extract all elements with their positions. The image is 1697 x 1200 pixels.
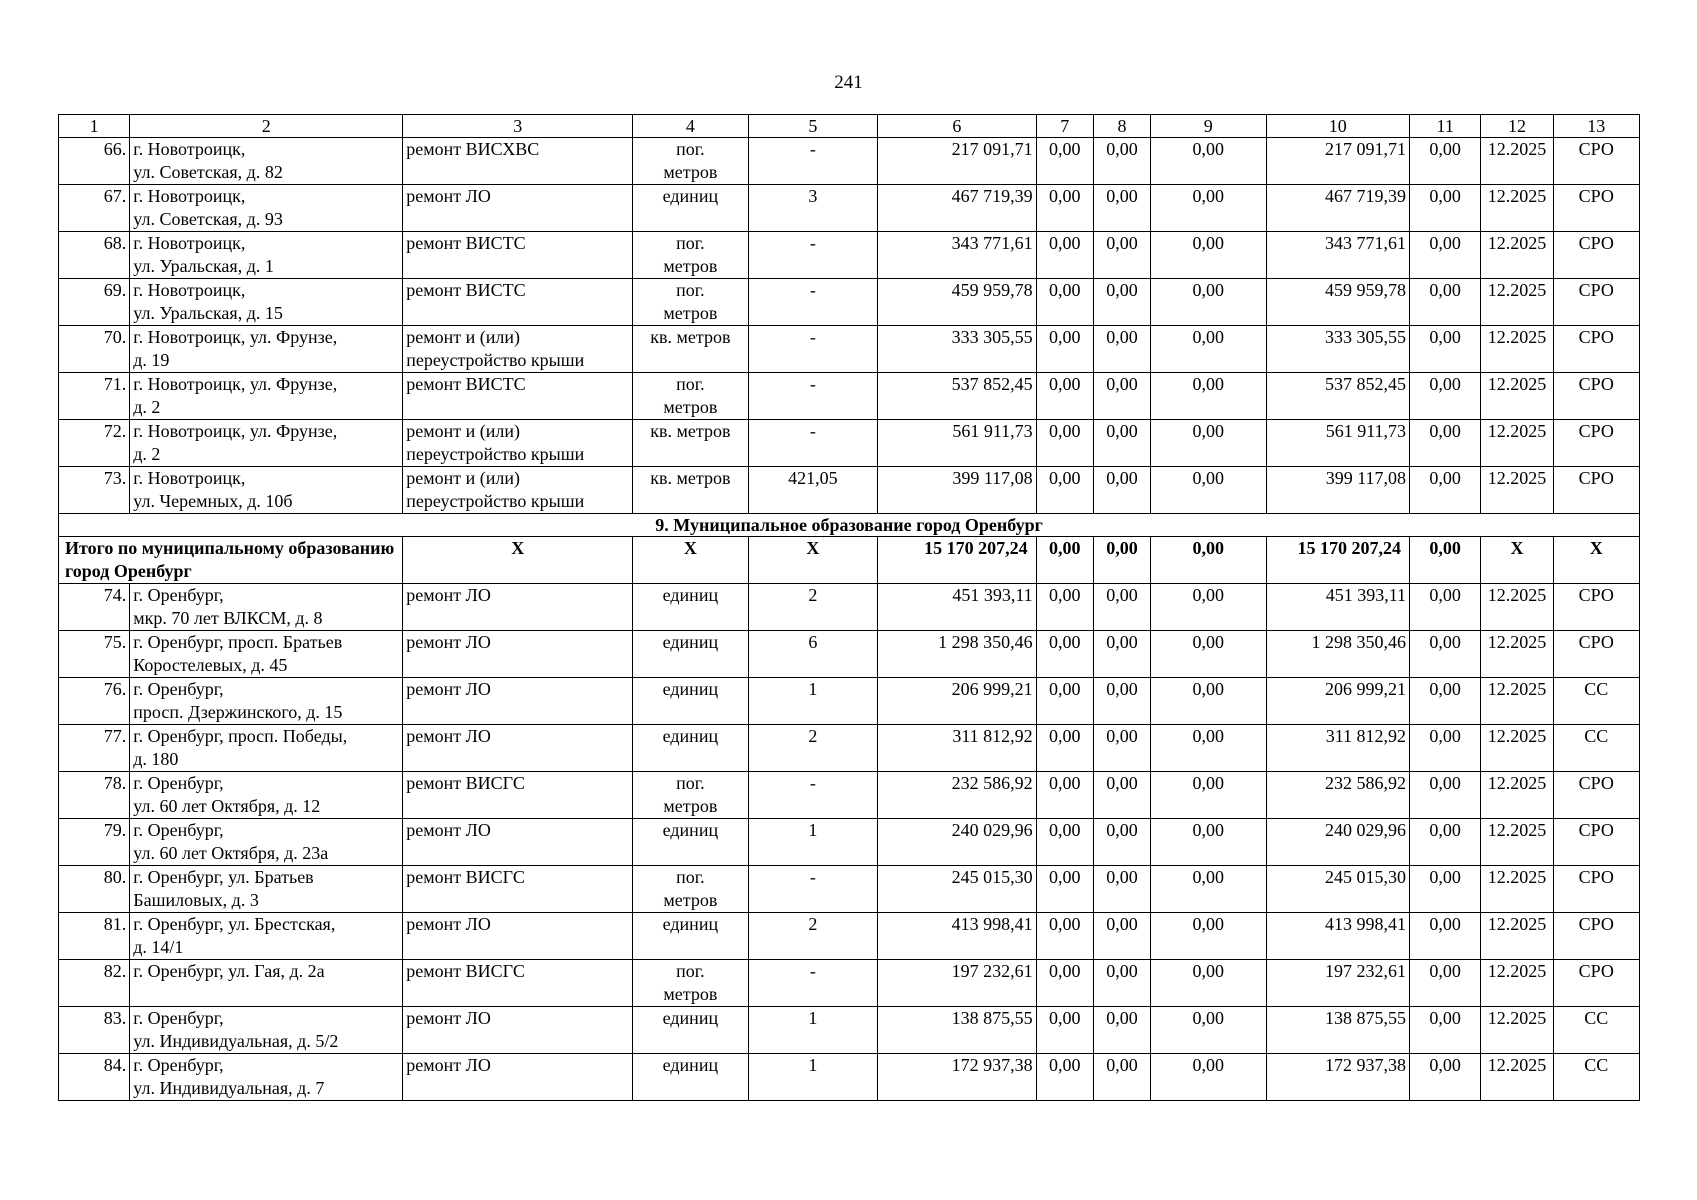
column-number-12: 12 — [1481, 115, 1553, 138]
deadline-cell: 12.2025 — [1481, 467, 1553, 514]
table-row — [59, 232, 1640, 279]
work-type-cell: ремонт ЛО — [403, 913, 633, 960]
quantity-cell: - — [748, 138, 877, 185]
fund-regional-cell: 0,00 — [1093, 631, 1150, 678]
total-row — [59, 537, 1640, 584]
fund-regional-cell: 0,00 — [1093, 772, 1150, 819]
fund-owners-cell: 399 117,08 — [1266, 467, 1410, 514]
fund-regional-cell: 0,00 — [1093, 467, 1150, 514]
fund-owners-cell: 240 029,96 — [1266, 819, 1410, 866]
section-title: 9. Муниципальное образование город Оренбург — [59, 514, 1640, 537]
fund-federal-cell: 0,00 — [1036, 279, 1093, 326]
row-number-cell: 71. — [59, 373, 130, 420]
work-type-cell: ремонт ЛО — [403, 584, 633, 631]
fund-other-cell: 0,00 — [1410, 1054, 1481, 1101]
fund-regional-cell: 0,00 — [1093, 326, 1150, 373]
method-cell: СРО — [1553, 584, 1639, 631]
work-type-cell: ремонт и (или) переустройство крыши — [403, 326, 633, 373]
total-cost-cell: 138 875,55 — [878, 1007, 1037, 1054]
unit-cell: пог. метров — [633, 232, 748, 279]
fund-local-cell: 0,00 — [1151, 678, 1266, 725]
deadline-cell: 12.2025 — [1481, 819, 1553, 866]
work-type-cell: ремонт ЛО — [403, 678, 633, 725]
address-cell: г. Оренбург, ул. Брестская, д. 14/1 — [130, 913, 403, 960]
work-type-cell: ремонт ВИСТС — [403, 279, 633, 326]
fund-local-cell: 0,00 — [1151, 326, 1266, 373]
address-cell: г. Оренбург, ул. 60 лет Октября, д. 23а — [130, 819, 403, 866]
quantity-cell: 1 — [748, 678, 877, 725]
quantity-cell: 2 — [748, 584, 877, 631]
unit-cell: единиц — [633, 1054, 748, 1101]
total-cost-cell: 311 812,92 — [878, 725, 1037, 772]
fund-federal-cell: 0,00 — [1036, 420, 1093, 467]
method-cell: СРО — [1553, 138, 1639, 185]
fund-owners-cell: 1 298 350,46 — [1266, 631, 1410, 678]
fund-federal-cell: 0,00 — [1036, 138, 1093, 185]
deadline-cell: 12.2025 — [1481, 913, 1553, 960]
fund-federal-cell: 0,00 — [1036, 373, 1093, 420]
column-number-7: 7 — [1036, 115, 1093, 138]
unit-cell: единиц — [633, 678, 748, 725]
quantity-cell: 1 — [748, 1007, 877, 1054]
fund-federal-cell: 0,00 — [1036, 185, 1093, 232]
table-row — [59, 138, 1640, 185]
fund-other-cell: 0,00 — [1410, 866, 1481, 913]
row-number-cell: 75. — [59, 631, 130, 678]
unit-cell: единиц — [633, 185, 748, 232]
fund-local-cell: 0,00 — [1151, 913, 1266, 960]
row-number-cell: 74. — [59, 584, 130, 631]
address-cell: г. Новотроицк, ул. Уральская, д. 1 — [130, 232, 403, 279]
fund-regional-cell: 0,00 — [1093, 913, 1150, 960]
total-fund-local-cell: 0,00 — [1151, 537, 1266, 584]
address-cell: г. Оренбург, ул. Братьев Башиловых, д. 3 — [130, 866, 403, 913]
quantity-cell: - — [748, 279, 877, 326]
method-cell: СРО — [1553, 631, 1639, 678]
column-number-row — [59, 115, 1640, 138]
fund-regional-cell: 0,00 — [1093, 1054, 1150, 1101]
table-row — [59, 185, 1640, 232]
total-cost-cell: 561 911,73 — [878, 420, 1037, 467]
deadline-cell: 12.2025 — [1481, 725, 1553, 772]
total-cost-cell: 1 298 350,46 — [878, 631, 1037, 678]
deadline-cell: 12.2025 — [1481, 772, 1553, 819]
unit-cell: пог. метров — [633, 373, 748, 420]
column-number-9: 9 — [1151, 115, 1266, 138]
fund-regional-cell: 0,00 — [1093, 138, 1150, 185]
unit-cell: пог. метров — [633, 960, 748, 1007]
fund-regional-cell: 0,00 — [1093, 725, 1150, 772]
column-number-3: 3 — [403, 115, 633, 138]
fund-local-cell: 0,00 — [1151, 185, 1266, 232]
total-cost-cell: 399 117,08 — [878, 467, 1037, 514]
fund-owners-cell: 561 911,73 — [1266, 420, 1410, 467]
table-row — [59, 373, 1640, 420]
quantity-cell: 1 — [748, 1054, 877, 1101]
method-cell: СРО — [1553, 279, 1639, 326]
row-number-cell: 73. — [59, 467, 130, 514]
total-unit-cell: X — [633, 537, 748, 584]
quantity-cell: - — [748, 232, 877, 279]
fund-owners-cell: 343 771,61 — [1266, 232, 1410, 279]
fund-local-cell: 0,00 — [1151, 467, 1266, 514]
deadline-cell: 12.2025 — [1481, 866, 1553, 913]
row-number-cell: 80. — [59, 866, 130, 913]
total-quantity-cell: X — [748, 537, 877, 584]
address-cell: г. Новотроицк, ул. Черемных, д. 10б — [130, 467, 403, 514]
fund-local-cell: 0,00 — [1151, 866, 1266, 913]
deadline-cell: 12.2025 — [1481, 185, 1553, 232]
total-cost-cell: 240 029,96 — [878, 819, 1037, 866]
deadline-cell: 12.2025 — [1481, 420, 1553, 467]
deadline-cell: 12.2025 — [1481, 232, 1553, 279]
fund-other-cell: 0,00 — [1410, 138, 1481, 185]
total-label: Итого по муниципальному образованию город Оренбург — [59, 537, 403, 584]
work-type-cell: ремонт ВИСГС — [403, 960, 633, 1007]
total-cost-cell: 343 771,61 — [878, 232, 1037, 279]
method-cell: СРО — [1553, 373, 1639, 420]
deadline-cell: 12.2025 — [1481, 1007, 1553, 1054]
quantity-cell: 1 — [748, 819, 877, 866]
total-cost-cell: 217 091,71 — [878, 138, 1037, 185]
table-row — [59, 772, 1640, 819]
column-number-11: 11 — [1410, 115, 1481, 138]
unit-cell: пог. метров — [633, 772, 748, 819]
table-row — [59, 913, 1640, 960]
work-type-cell: ремонт и (или) переустройство крыши — [403, 420, 633, 467]
fund-local-cell: 0,00 — [1151, 420, 1266, 467]
address-cell: г. Оренбург, ул. Индивидуальная, д. 7 — [130, 1054, 403, 1101]
section-row — [59, 514, 1640, 537]
fund-owners-cell: 451 393,11 — [1266, 584, 1410, 631]
fund-local-cell: 0,00 — [1151, 232, 1266, 279]
work-type-cell: ремонт ВИСТС — [403, 232, 633, 279]
total-cost-cell: 232 586,92 — [878, 772, 1037, 819]
address-cell: г. Новотроицк, ул. Фрунзе, д. 19 — [130, 326, 403, 373]
address-cell: г. Новотроицк, ул. Фрунзе, д. 2 — [130, 420, 403, 467]
fund-owners-cell: 459 959,78 — [1266, 279, 1410, 326]
column-number-10: 10 — [1266, 115, 1410, 138]
quantity-cell: - — [748, 960, 877, 1007]
fund-federal-cell: 0,00 — [1036, 960, 1093, 1007]
quantity-cell: - — [748, 772, 877, 819]
table-row — [59, 725, 1640, 772]
table-row — [59, 819, 1640, 866]
unit-cell: пог. метров — [633, 138, 748, 185]
unit-cell: пог. метров — [633, 866, 748, 913]
fund-regional-cell: 0,00 — [1093, 866, 1150, 913]
fund-other-cell: 0,00 — [1410, 960, 1481, 1007]
work-type-cell: ремонт ВИСХВС — [403, 138, 633, 185]
fund-local-cell: 0,00 — [1151, 138, 1266, 185]
total-cost-cell: 172 937,38 — [878, 1054, 1037, 1101]
address-cell: г. Оренбург, ул. Гая, д. 2а — [130, 960, 403, 1007]
fund-regional-cell: 0,00 — [1093, 1007, 1150, 1054]
work-type-cell: ремонт ЛО — [403, 185, 633, 232]
fund-owners-cell: 217 091,71 — [1266, 138, 1410, 185]
address-cell: г. Оренбург, ул. Индивидуальная, д. 5/2 — [130, 1007, 403, 1054]
work-type-cell: ремонт ЛО — [403, 1007, 633, 1054]
quantity-cell: - — [748, 866, 877, 913]
method-cell: СРО — [1553, 232, 1639, 279]
quantity-cell: - — [748, 326, 877, 373]
fund-other-cell: 0,00 — [1410, 772, 1481, 819]
fund-other-cell: 0,00 — [1410, 725, 1481, 772]
fund-other-cell: 0,00 — [1410, 232, 1481, 279]
total-cost-cell: 197 232,61 — [878, 960, 1037, 1007]
fund-regional-cell: 0,00 — [1093, 420, 1150, 467]
method-cell: СРО — [1553, 326, 1639, 373]
total-cost-cell: 467 719,39 — [878, 185, 1037, 232]
fund-local-cell: 0,00 — [1151, 819, 1266, 866]
column-number-6: 6 — [878, 115, 1037, 138]
table-body — [59, 115, 1640, 1101]
fund-regional-cell: 0,00 — [1093, 185, 1150, 232]
fund-owners-cell: 537 852,45 — [1266, 373, 1410, 420]
fund-other-cell: 0,00 — [1410, 279, 1481, 326]
quantity-cell: 421,05 — [748, 467, 877, 514]
total-cost-cell: 333 305,55 — [878, 326, 1037, 373]
unit-cell: единиц — [633, 1007, 748, 1054]
method-cell: СРО — [1553, 866, 1639, 913]
row-number-cell: 68. — [59, 232, 130, 279]
fund-local-cell: 0,00 — [1151, 279, 1266, 326]
work-type-cell: ремонт ВИСГС — [403, 866, 633, 913]
row-number-cell: 78. — [59, 772, 130, 819]
total-fund-other-cell: 0,00 — [1410, 537, 1481, 584]
row-number-cell: 72. — [59, 420, 130, 467]
method-cell: СРО — [1553, 960, 1639, 1007]
row-number-cell: 77. — [59, 725, 130, 772]
fund-other-cell: 0,00 — [1410, 420, 1481, 467]
work-type-cell: ремонт и (или) переустройство крыши — [403, 467, 633, 514]
fund-local-cell: 0,00 — [1151, 631, 1266, 678]
fund-owners-cell: 333 305,55 — [1266, 326, 1410, 373]
row-number-cell: 83. — [59, 1007, 130, 1054]
method-cell: СРО — [1553, 913, 1639, 960]
quantity-cell: - — [748, 373, 877, 420]
address-cell: г. Новотроицк, ул. Фрунзе, д. 2 — [130, 373, 403, 420]
unit-cell: кв. метров — [633, 420, 748, 467]
fund-regional-cell: 0,00 — [1093, 373, 1150, 420]
table-row — [59, 866, 1640, 913]
fund-other-cell: 0,00 — [1410, 631, 1481, 678]
address-cell: г. Оренбург, просп. Братьев Коростелевых, д. 45 — [130, 631, 403, 678]
fund-regional-cell: 0,00 — [1093, 819, 1150, 866]
table-row — [59, 1054, 1640, 1101]
method-cell: СС — [1553, 1054, 1639, 1101]
deadline-cell: 12.2025 — [1481, 279, 1553, 326]
quantity-cell: 2 — [748, 725, 877, 772]
fund-federal-cell: 0,00 — [1036, 232, 1093, 279]
work-type-cell: ремонт ЛО — [403, 631, 633, 678]
work-type-cell: ремонт ВИСТС — [403, 373, 633, 420]
fund-federal-cell: 0,00 — [1036, 725, 1093, 772]
total-fund-federal-cell: 0,00 — [1036, 537, 1093, 584]
fund-federal-cell: 0,00 — [1036, 678, 1093, 725]
table-row — [59, 279, 1640, 326]
address-cell: г. Оренбург, просп. Победы, д. 180 — [130, 725, 403, 772]
fund-federal-cell: 0,00 — [1036, 326, 1093, 373]
fund-local-cell: 0,00 — [1151, 960, 1266, 1007]
fund-owners-cell: 138 875,55 — [1266, 1007, 1410, 1054]
column-number-1: 1 — [59, 115, 130, 138]
total-cost-cell: 413 998,41 — [878, 913, 1037, 960]
fund-regional-cell: 0,00 — [1093, 960, 1150, 1007]
fund-federal-cell: 0,00 — [1036, 772, 1093, 819]
fund-federal-cell: 0,00 — [1036, 631, 1093, 678]
method-cell: СРО — [1553, 772, 1639, 819]
work-type-cell: ремонт ЛО — [403, 819, 633, 866]
deadline-cell: 12.2025 — [1481, 960, 1553, 1007]
unit-cell: кв. метров — [633, 326, 748, 373]
fund-owners-cell: 467 719,39 — [1266, 185, 1410, 232]
work-type-cell: ремонт ВИСГС — [403, 772, 633, 819]
work-type-cell: ремонт ЛО — [403, 1054, 633, 1101]
total-fund-regional-cell: 0,00 — [1093, 537, 1150, 584]
unit-cell: кв. метров — [633, 467, 748, 514]
table-row — [59, 584, 1640, 631]
repair-program-table — [58, 114, 1640, 1101]
fund-federal-cell: 0,00 — [1036, 467, 1093, 514]
address-cell: г. Оренбург, просп. Дзержинского, д. 15 — [130, 678, 403, 725]
fund-other-cell: 0,00 — [1410, 373, 1481, 420]
fund-owners-cell: 413 998,41 — [1266, 913, 1410, 960]
fund-other-cell: 0,00 — [1410, 584, 1481, 631]
fund-local-cell: 0,00 — [1151, 584, 1266, 631]
unit-cell: пог. метров — [633, 279, 748, 326]
column-number-8: 8 — [1093, 115, 1150, 138]
fund-regional-cell: 0,00 — [1093, 584, 1150, 631]
table-row — [59, 631, 1640, 678]
fund-owners-cell: 311 812,92 — [1266, 725, 1410, 772]
table-row — [59, 1007, 1640, 1054]
deadline-cell: 12.2025 — [1481, 1054, 1553, 1101]
unit-cell: единиц — [633, 913, 748, 960]
fund-regional-cell: 0,00 — [1093, 279, 1150, 326]
row-number-cell: 81. — [59, 913, 130, 960]
method-cell: СРО — [1553, 185, 1639, 232]
row-number-cell: 82. — [59, 960, 130, 1007]
method-cell: СС — [1553, 678, 1639, 725]
quantity-cell: 3 — [748, 185, 877, 232]
table-row — [59, 678, 1640, 725]
deadline-cell: 12.2025 — [1481, 584, 1553, 631]
unit-cell: единиц — [633, 631, 748, 678]
table-row — [59, 467, 1640, 514]
fund-federal-cell: 0,00 — [1036, 819, 1093, 866]
fund-local-cell: 0,00 — [1151, 1007, 1266, 1054]
total-cost-cell: 206 999,21 — [878, 678, 1037, 725]
deadline-cell: 12.2025 — [1481, 326, 1553, 373]
method-cell: СРО — [1553, 467, 1639, 514]
unit-cell: единиц — [633, 584, 748, 631]
address-cell: г. Оренбург, мкр. 70 лет ВЛКСМ, д. 8 — [130, 584, 403, 631]
fund-other-cell: 0,00 — [1410, 819, 1481, 866]
fund-owners-cell: 172 937,38 — [1266, 1054, 1410, 1101]
deadline-cell: 12.2025 — [1481, 138, 1553, 185]
method-cell: СРО — [1553, 819, 1639, 866]
total-cost-cell: 537 852,45 — [878, 373, 1037, 420]
total-fund-owners-cell: 15 170 207,24 — [1266, 537, 1410, 584]
fund-federal-cell: 0,00 — [1036, 1007, 1093, 1054]
total-cost-cell: 245 015,30 — [878, 866, 1037, 913]
fund-local-cell: 0,00 — [1151, 373, 1266, 420]
address-cell: г. Новотроицк, ул. Уральская, д. 15 — [130, 279, 403, 326]
total-cost-cell: 459 959,78 — [878, 279, 1037, 326]
fund-local-cell: 0,00 — [1151, 772, 1266, 819]
fund-other-cell: 0,00 — [1410, 467, 1481, 514]
fund-other-cell: 0,00 — [1410, 185, 1481, 232]
row-number-cell: 70. — [59, 326, 130, 373]
deadline-cell: 12.2025 — [1481, 678, 1553, 725]
quantity-cell: 6 — [748, 631, 877, 678]
fund-federal-cell: 0,00 — [1036, 866, 1093, 913]
deadline-cell: 12.2025 — [1481, 631, 1553, 678]
fund-local-cell: 0,00 — [1151, 725, 1266, 772]
unit-cell: единиц — [633, 819, 748, 866]
column-number-5: 5 — [748, 115, 877, 138]
fund-other-cell: 0,00 — [1410, 913, 1481, 960]
address-cell: г. Новотроицк, ул. Советская, д. 82 — [130, 138, 403, 185]
total-method-cell: X — [1553, 537, 1639, 584]
method-cell: СС — [1553, 725, 1639, 772]
table-row — [59, 326, 1640, 373]
fund-owners-cell: 206 999,21 — [1266, 678, 1410, 725]
fund-other-cell: 0,00 — [1410, 1007, 1481, 1054]
address-cell: г. Оренбург, ул. 60 лет Октября, д. 12 — [130, 772, 403, 819]
address-cell: г. Новотроицк, ул. Советская, д. 93 — [130, 185, 403, 232]
row-number-cell: 79. — [59, 819, 130, 866]
fund-owners-cell: 197 232,61 — [1266, 960, 1410, 1007]
fund-regional-cell: 0,00 — [1093, 232, 1150, 279]
fund-owners-cell: 232 586,92 — [1266, 772, 1410, 819]
method-cell: СС — [1553, 1007, 1639, 1054]
unit-cell: единиц — [633, 725, 748, 772]
column-number-4: 4 — [633, 115, 748, 138]
total-cost-cell: 451 393,11 — [878, 584, 1037, 631]
total-work-type-cell: X — [403, 537, 633, 584]
fund-other-cell: 0,00 — [1410, 678, 1481, 725]
row-number-cell: 84. — [59, 1054, 130, 1101]
fund-other-cell: 0,00 — [1410, 326, 1481, 373]
deadline-cell: 12.2025 — [1481, 373, 1553, 420]
table-row — [59, 960, 1640, 1007]
quantity-cell: - — [748, 420, 877, 467]
work-type-cell: ремонт ЛО — [403, 725, 633, 772]
row-number-cell: 66. — [59, 138, 130, 185]
table-row — [59, 420, 1640, 467]
fund-federal-cell: 0,00 — [1036, 913, 1093, 960]
row-number-cell: 76. — [59, 678, 130, 725]
fund-federal-cell: 0,00 — [1036, 1054, 1093, 1101]
fund-local-cell: 0,00 — [1151, 1054, 1266, 1101]
column-number-13: 13 — [1553, 115, 1639, 138]
fund-owners-cell: 245 015,30 — [1266, 866, 1410, 913]
column-number-2: 2 — [130, 115, 403, 138]
total-deadline-cell: X — [1481, 537, 1553, 584]
page-number: 241 — [834, 72, 863, 93]
row-number-cell: 67. — [59, 185, 130, 232]
row-number-cell: 69. — [59, 279, 130, 326]
fund-regional-cell: 0,00 — [1093, 678, 1150, 725]
fund-federal-cell: 0,00 — [1036, 584, 1093, 631]
quantity-cell: 2 — [748, 913, 877, 960]
total-total-cost-cell: 15 170 207,24 — [878, 537, 1037, 584]
method-cell: СРО — [1553, 420, 1639, 467]
